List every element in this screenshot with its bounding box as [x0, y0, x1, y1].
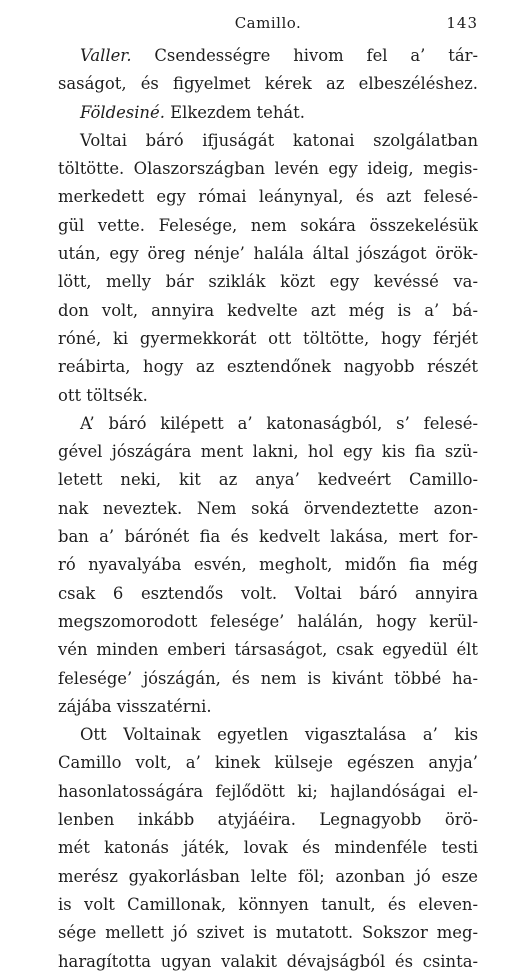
text-line — [58, 580, 478, 608]
line-text: gével jószágára ment lakni, hol egy kis fia szü- — [58, 442, 478, 462]
text-line — [58, 240, 478, 268]
line-text: merész gyakorlásban lelte föl; azonban jó esze — [58, 866, 478, 886]
line-text: haragította ugyan valakit dévajságból és csinta- — [58, 951, 478, 971]
speaker-name: Valler. — [80, 46, 132, 65]
text-line — [58, 636, 478, 664]
text-line — [58, 212, 478, 240]
text-line — [58, 127, 478, 155]
line-text: letett neki, kit az anya’ kedveért Camillo- — [58, 470, 478, 490]
text-line — [58, 721, 478, 749]
running-title: Camillo. — [234, 14, 302, 32]
text-line — [58, 749, 478, 777]
text-line — [58, 466, 478, 494]
line-text: Voltai báró ifjuságát katonai szolgálatban — [80, 130, 478, 150]
line-text: zájába visszatérni. — [58, 696, 212, 716]
line-text: töltötte. Olaszországban levén egy ideig, megis- — [58, 159, 478, 179]
text-line — [58, 608, 478, 636]
line-text: megszomorodott felesége’ halálán, hogy kerül- — [58, 611, 478, 631]
speaker-name: Földesiné. — [80, 102, 165, 122]
text-line — [58, 919, 478, 947]
book-page — [58, 14, 478, 971]
line-text: felesége’ jószágán, és nem is kivánt többé ha- — [58, 668, 478, 688]
line-text: lött, melly bár sziklák közt egy kevéssé va- — [58, 272, 478, 292]
text-line — [58, 70, 478, 98]
text-line — [58, 382, 478, 410]
line-text: is volt Camillonak, könnyen tanult, és eleven- — [58, 894, 478, 914]
line-text: hasonlatosságára fejlődött ki; hajlandóságai el- — [58, 781, 478, 801]
text-line — [58, 523, 478, 551]
text-line — [58, 778, 478, 806]
text-line — [58, 806, 478, 834]
line-text: Ott Voltainak egyetlen vigasztalása a’ kis — [80, 725, 478, 745]
line-text: ró nyavalyába esvén, megholt, midőn fia még — [58, 555, 478, 575]
text-line — [58, 268, 478, 296]
line-text: don volt, annyira kedvelte azt még is a’ bá- — [58, 300, 478, 320]
text-line — [58, 353, 478, 381]
line-text: gül vette. Felesége, nem sokára összekelésük — [58, 215, 478, 235]
line-text: nak neveztek. Nem soká örvendeztette azon- — [58, 498, 478, 518]
page-number: 143 — [446, 14, 478, 32]
text-line — [58, 551, 478, 579]
text-line — [58, 665, 478, 693]
line-text: ott töltsék. — [58, 385, 148, 405]
line-text: róné, ki gyermekkorát ott töltötte, hogy férjét — [58, 328, 478, 348]
line-text: után, egy öreg nénje’ halála által jószágot örök- — [58, 244, 478, 264]
body-text — [58, 42, 478, 976]
line-text: Csendességre hivom fel a’ tár- — [131, 46, 478, 65]
text-line — [58, 948, 478, 976]
text-line — [58, 410, 478, 438]
line-text: lenben inkább atyjáéira. Legnagyobb örö- — [58, 810, 478, 830]
line-text: sége mellett jó szivet is mutatott. Sokszor meg- — [58, 923, 478, 943]
line-text: A’ báró kilépett a’ katonaságból, s’ felesé- — [80, 413, 478, 433]
text-line — [58, 183, 478, 211]
running-head — [58, 14, 478, 38]
text-line — [58, 297, 478, 325]
line-text: csak 6 esztendős volt. Voltai báró annyira — [58, 583, 478, 603]
text-line — [58, 693, 478, 721]
text-line — [58, 42, 478, 70]
text-line — [58, 155, 478, 183]
text-line — [58, 99, 478, 127]
text-line — [58, 834, 478, 862]
text-line — [58, 495, 478, 523]
line-text: mét katonás játék, lovak és mindenféle testi — [58, 838, 478, 858]
line-text: merkedett egy római leánynyal, és azt felesé- — [58, 187, 478, 207]
text-line — [58, 863, 478, 891]
line-text: ban a’ bárónét fia és kedvelt lakása, mert for- — [58, 527, 478, 547]
line-text: reábirta, hogy az esztendőnek nagyobb részét — [58, 357, 478, 377]
text-line — [58, 438, 478, 466]
line-text: vén minden emberi társaságot, csak egyedül élt — [58, 640, 478, 660]
text-line — [58, 891, 478, 919]
line-text: Camillo volt, a’ kinek külseje egészen anyja’ — [58, 753, 478, 773]
line-text: Elkezdem tehát. — [164, 102, 305, 122]
text-line — [58, 325, 478, 353]
line-text: saságot, és figyelmet kérek az elbeszéléshez. — [58, 74, 478, 94]
